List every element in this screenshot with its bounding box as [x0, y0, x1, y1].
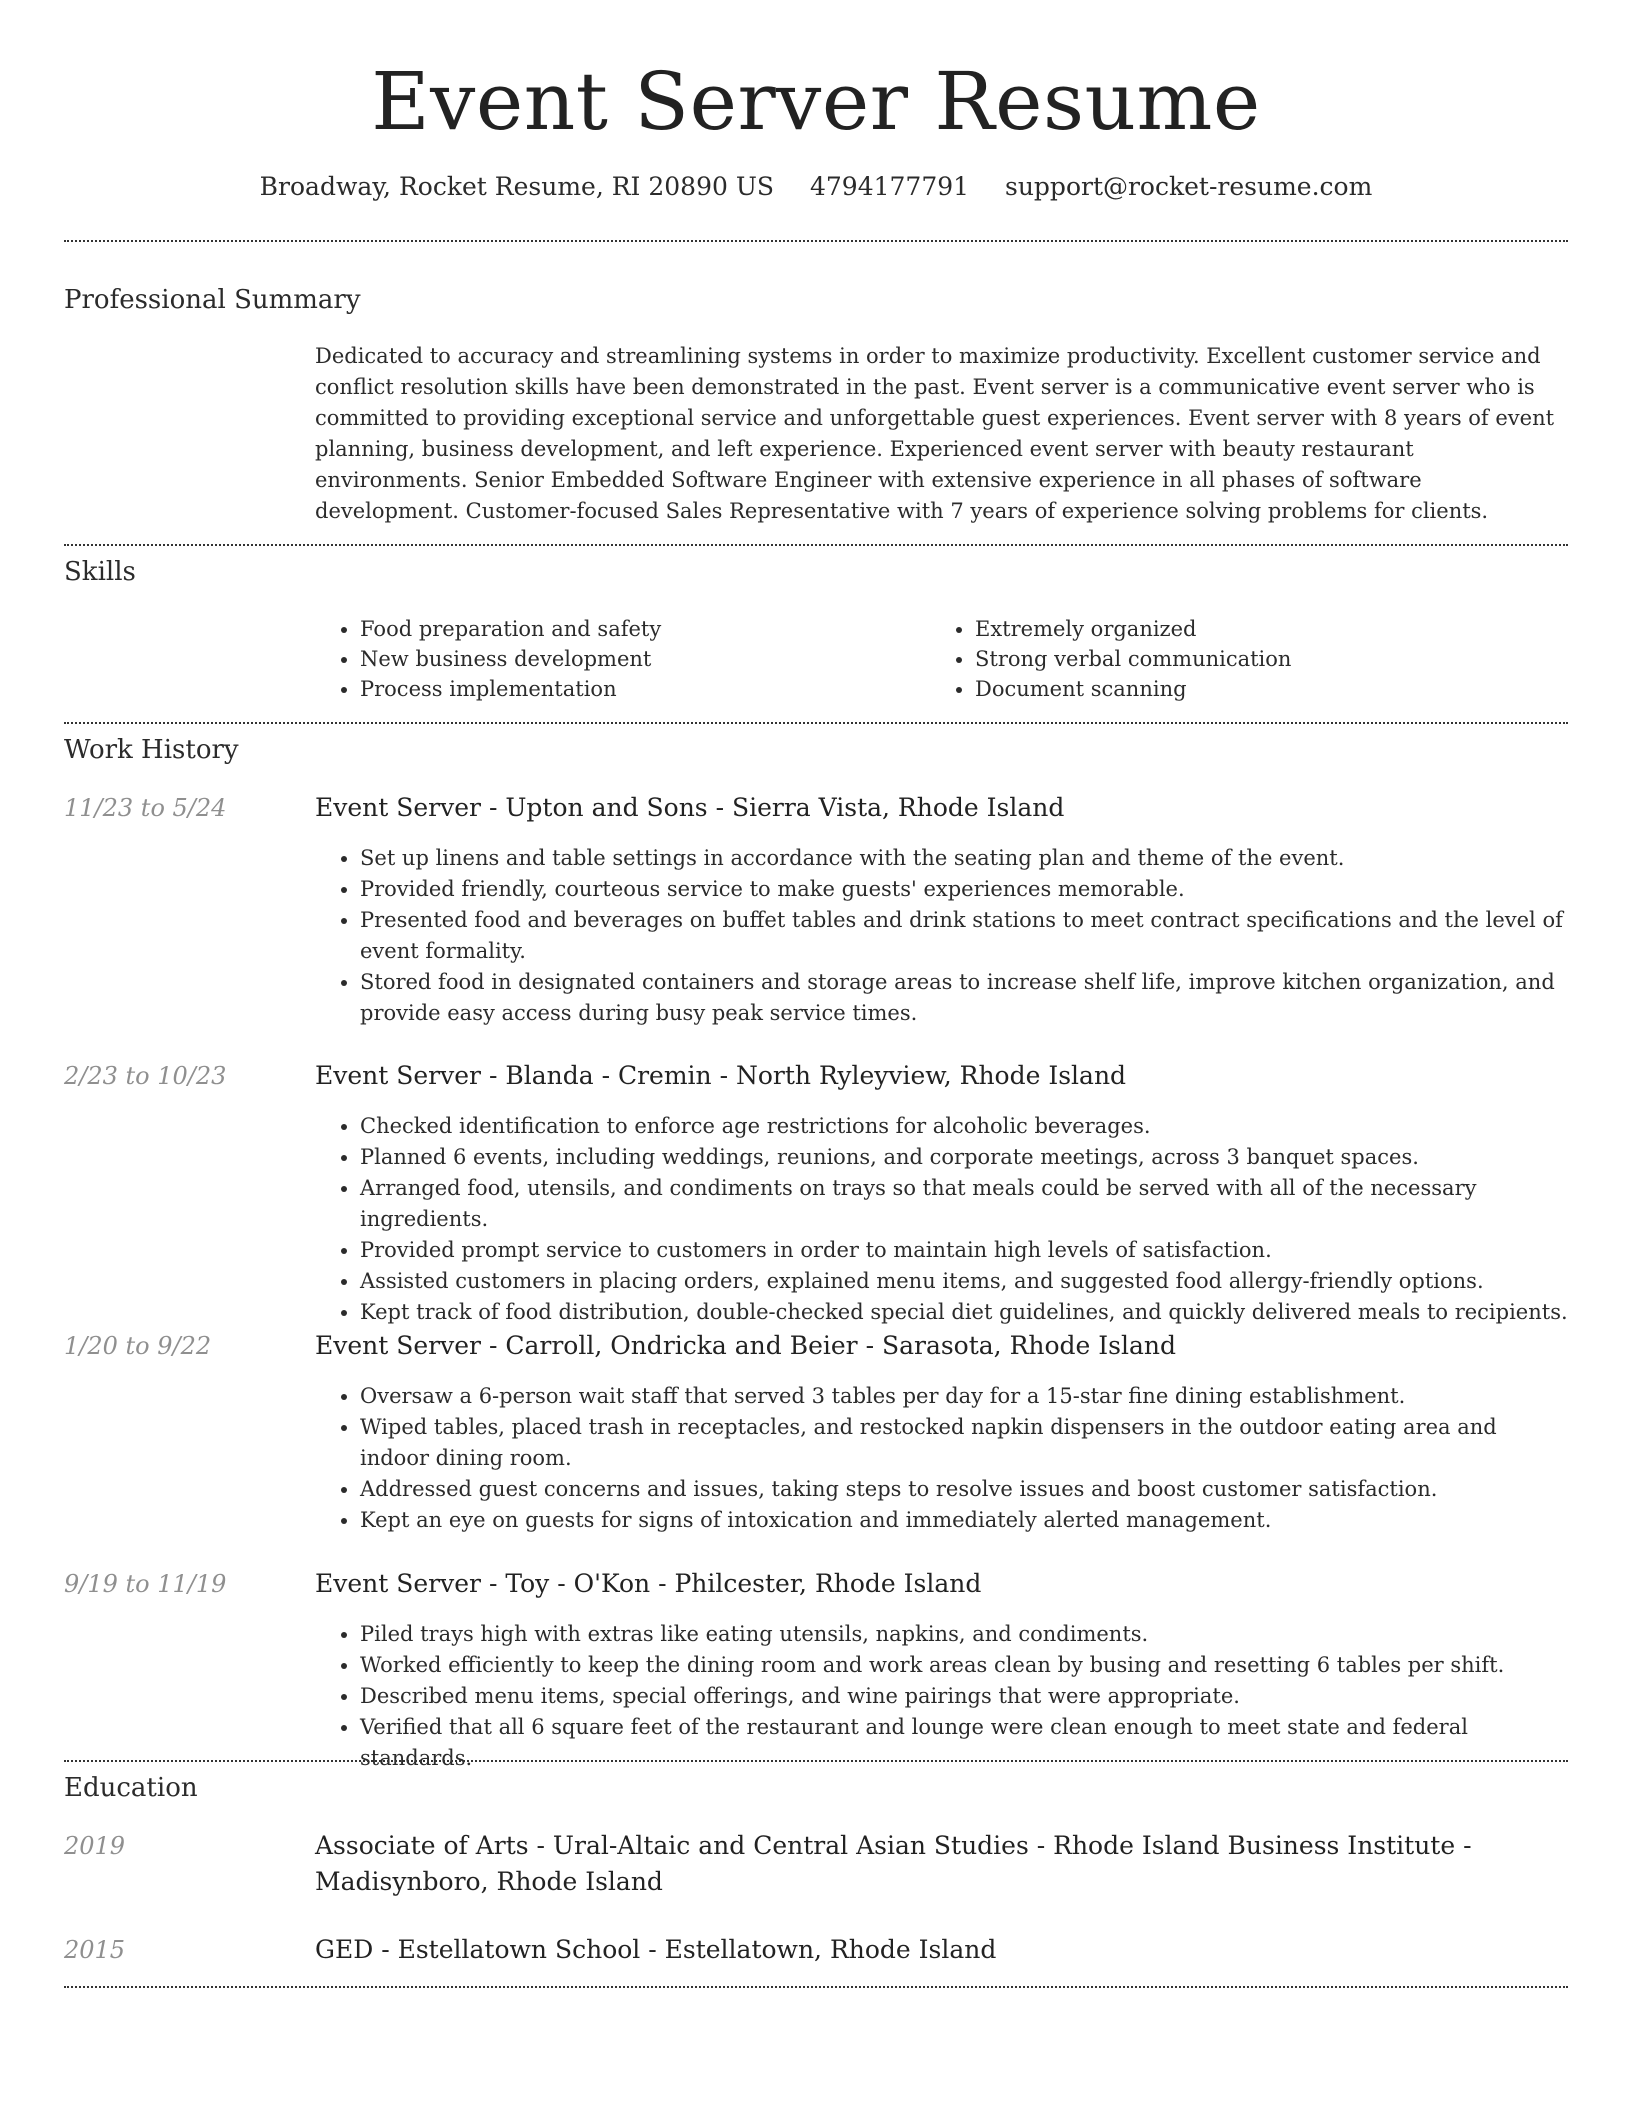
job-title: Event Server - Toy - O'Kon - Philcester, Rhode Island — [315, 1569, 982, 1598]
skills-list-left — [315, 614, 915, 704]
skill-item: • Food preparation and safety — [360, 614, 915, 644]
divider — [64, 1986, 1568, 1988]
divider — [64, 1760, 1568, 1762]
summary-text: Dedicated to accuracy and streamlining systems in order to maximize productivity. Excellent customer service and conflict resolution skills have been demonstrated in the past. Event server is a communicative event server who is committed to providing exceptional service and unforgettable guest experiences. Event server with 8 years of event planning, business development, and left experience. Experienced event server with beauty restaurant environments. Senior Embedded Software Engineer with extensive experience in all phases of software development. Customer-focused Sales Representative with 7 years of experience solving problems for clients. — [315, 344, 1555, 523]
job-bullet: • Set up linens and table settings in accordance with the seating plan and theme of the event. — [360, 843, 1570, 874]
job-bullet: • Oversaw a 6-person wait staff that served 3 tables per day for a 15-star fine dining establishment. — [360, 1381, 1570, 1412]
education-year: 2015 — [64, 1936, 126, 1964]
job-bullet: • Described menu items, special offerings, and wine pairings that were appropriate. — [360, 1681, 1570, 1712]
education-entry: Associate of Arts - Ural-Altaic and Central Asian Studies - Rhode Island Business Institute - Madisynboro, Rhode Island — [315, 1831, 1472, 1896]
divider — [64, 722, 1568, 724]
job-bullet: • Presented food and beverages on buffet tables and drink stations to meet contract specifications and the level of event formality. — [360, 905, 1570, 967]
resume-name: Event Server Resume — [371, 55, 1261, 148]
job-bullet: • Arranged food, utensils, and condiments on trays so that meals could be served with all of the necessary ingredients. — [360, 1173, 1570, 1235]
skill-item: • Process implementation — [360, 674, 915, 704]
job-title: Event Server - Carroll, Ondricka and Beier - Sarasota, Rhode Island — [315, 1331, 1177, 1360]
job-bullet: • Planned 6 events, including weddings, reunions, and corporate meetings, across 3 banquet spaces. — [360, 1142, 1570, 1173]
job-bullets — [315, 1111, 1570, 1328]
job-bullet: • Addressed guest concerns and issues, taking steps to resolve issues and boost customer satisfaction. — [360, 1474, 1570, 1505]
job-bullets — [315, 1619, 1570, 1774]
job-dates: 9/19 to 11/19 — [64, 1570, 227, 1598]
job-bullet: • Provided prompt service to customers in order to maintain high levels of satisfaction. — [360, 1235, 1570, 1266]
divider — [64, 240, 1568, 242]
job-dates: 2/23 to 10/23 — [64, 1062, 227, 1090]
job-dates: 11/23 to 5/24 — [64, 794, 227, 822]
job-bullet: • Stored food in designated containers and storage areas to increase shelf life, improve kitchen organization, and provide easy access during busy peak service times. — [360, 967, 1570, 1029]
skill-item: • Document scanning — [975, 674, 1550, 704]
section-title-education: Education — [64, 1773, 198, 1803]
contact-address: Broadway, Rocket Resume, RI 20890 US — [259, 172, 775, 201]
skills-list-right — [930, 614, 1550, 704]
contact-phone: 4794177791 — [809, 172, 970, 201]
section-title-skills: Skills — [64, 557, 136, 587]
education-entry: GED - Estellatown School - Estellatown, Rhode Island — [315, 1935, 997, 1964]
job-bullets — [315, 843, 1570, 1029]
skill-item: • New business development — [360, 644, 915, 674]
job-bullet: • Assisted customers in placing orders, explained menu items, and suggested food allergy-friendly options. — [360, 1266, 1570, 1297]
job-bullet: • Verified that all 6 square feet of the restaurant and lounge were clean enough to meet state and federal standards. — [360, 1712, 1570, 1774]
job-bullet: • Piled trays high with extras like eating utensils, napkins, and condiments. — [360, 1619, 1570, 1650]
job-bullet: • Kept an eye on guests for signs of intoxication and immediately alerted management. — [360, 1505, 1570, 1536]
contact-email: support@rocket-resume.com — [1005, 172, 1373, 201]
job-bullet: • Worked efficiently to keep the dining room and work areas clean by busing and resetting 6 tables per shift. — [360, 1650, 1570, 1681]
section-title-work: Work History — [64, 735, 239, 765]
skill-item: • Extremely organized — [975, 614, 1550, 644]
job-bullet: • Provided friendly, courteous service to make guests' experiences memorable. — [360, 874, 1570, 905]
job-bullets — [315, 1381, 1570, 1536]
job-bullet: • Kept track of food distribution, double-checked special diet guidelines, and quickly delivered meals to recipients. — [360, 1297, 1570, 1328]
skill-item: • Strong verbal communication — [975, 644, 1550, 674]
section-title-summary: Professional Summary — [64, 285, 361, 315]
education-year: 2019 — [64, 1832, 126, 1860]
contact-line — [0, 170, 1632, 204]
job-dates: 1/20 to 9/22 — [64, 1332, 212, 1360]
divider — [64, 544, 1568, 546]
job-title: Event Server - Upton and Sons - Sierra Vista, Rhode Island — [315, 793, 1065, 822]
job-title: Event Server - Blanda - Cremin - North Ryleyview, Rhode Island — [315, 1061, 1127, 1090]
job-bullet: • Checked identification to enforce age restrictions for alcoholic beverages. — [360, 1111, 1570, 1142]
job-bullet: • Wiped tables, placed trash in receptacles, and restocked napkin dispensers in the outdoor eating area and indoor dining room. — [360, 1412, 1570, 1474]
